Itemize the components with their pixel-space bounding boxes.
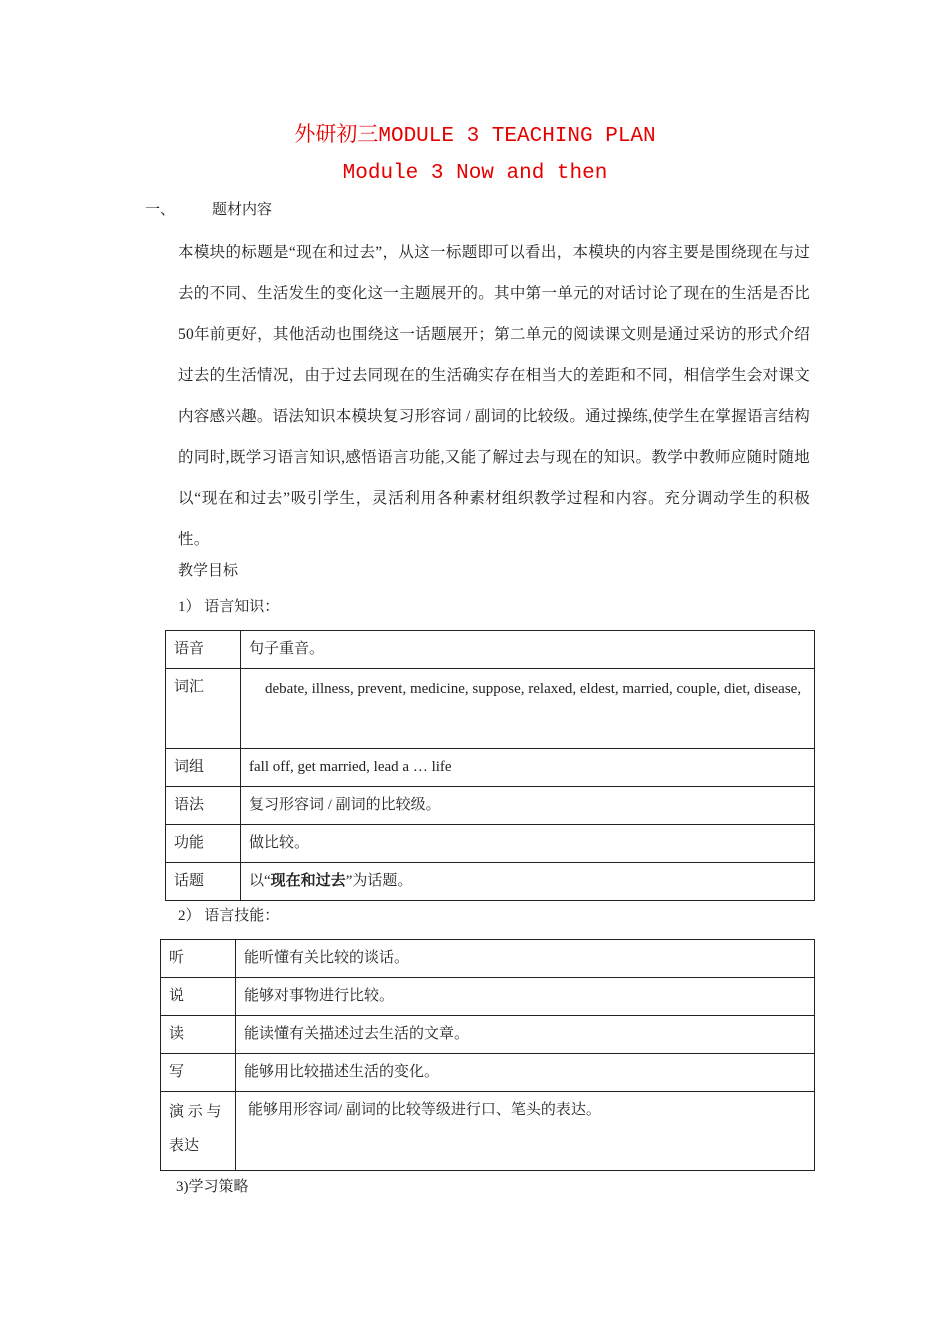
row-value [241,863,815,901]
table-row [161,940,815,978]
topic-prefix: 以“ [249,873,271,889]
learning-strategy-heading: 3)学习策略 [176,1179,249,1195]
row-label: 写 [161,1054,236,1092]
table-row [161,1092,815,1171]
row-label: 词组 [166,749,241,787]
row-value: 能够用比较描述生活的变化。 [236,1054,815,1092]
table-row [166,787,815,825]
row-value: 句子重音。 [241,631,815,669]
language-skills-table [160,939,815,1171]
goals-heading: 教学目标 [178,563,239,579]
table-row [166,863,815,901]
page-subtitle: Module 3 Now and then [342,162,608,185]
table-row [166,631,815,669]
row-label: 听 [161,940,236,978]
table-row [166,825,815,863]
table-row [161,978,815,1016]
row-label: 话题 [166,863,241,901]
table-row [166,749,815,787]
row-label: 说 [161,978,236,1016]
row-value: 做比较。 [241,825,815,863]
intro-paragraph: 本模块的标题是“现在和过去”，从这一标题即可以看出，本模块的内容主要是围绕现在与过去的不同、生活发生的变化这一主题展开的。其中第一单元的对话讨论了现在的生活是否比50年前更好，其他活动也围绕这一话题展开；第二单元的阅读课文则是通过采访的形式介绍过去的生活情况，由于过去同现在的生活确实存在相当大的差距和不同，相信学生会对课文内容感兴趣。语法知识本模块复习形容词 / 副词的比较级。通过操练,使学生在掌握语言结构的同时,既学习语言知识,感悟语言功能,又能了解过去与现在的知识。教学中教师应随时随地以“现在和过去”吸引学生，灵活利用各种素材组织教学过程和内容。充分调动学生的积极性。 [178,244,810,548]
row-label: 演 示 与 表达 [161,1092,236,1171]
section-number: 一、 [145,202,176,218]
row-label: 读 [161,1016,236,1054]
page-title: 外研初三MODULE 3 TEACHING PLAN [294,125,656,148]
row-label: 语音 [166,631,241,669]
table-row [161,1016,815,1054]
row-value: 能够对事物进行比较。 [236,978,815,1016]
row-value: 复习形容词 / 副词的比较级。 [241,787,815,825]
row-value: fall off, get married, lead a … life [241,749,815,787]
row-label: 词汇 [166,669,241,749]
row-label: 语法 [166,787,241,825]
row-value: debate, illness, prevent, medicine, suppose, relaxed, eldest, married, couple, diet, disease, [241,669,815,749]
table-row [161,1054,815,1092]
row-label: 功能 [166,825,241,863]
section-heading: 题材内容 [212,202,273,218]
row-value: 能够用形容词/ 副词的比较等级进行口、笔头的表达。 [236,1092,815,1171]
row-value: 能读懂有关描述过去生活的文章。 [236,1016,815,1054]
table-row [166,669,815,749]
language-skills-heading: 2） 语言技能： [178,908,280,924]
topic-suffix: ”为话题。 [345,873,413,889]
row-value: 能听懂有关比较的谈话。 [236,940,815,978]
language-knowledge-table [165,630,815,901]
language-knowledge-heading: 1） 语言知识： [178,599,280,615]
topic-bold: 现在和过去 [270,873,346,889]
